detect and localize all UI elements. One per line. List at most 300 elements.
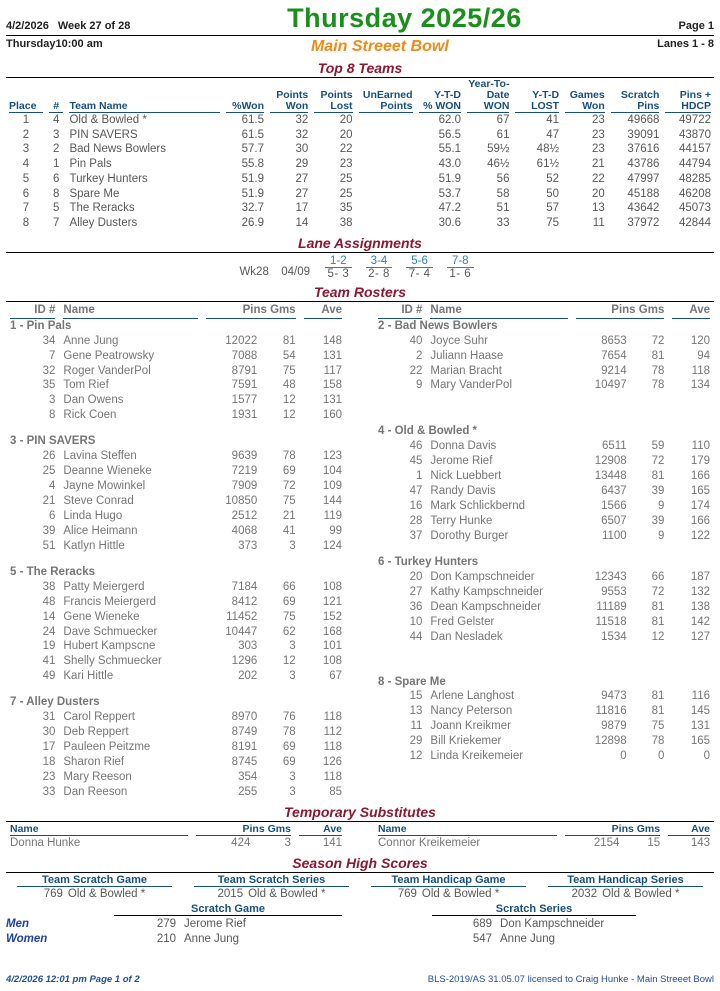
bowler-games: 78 — [282, 450, 296, 463]
list-item — [374, 454, 714, 469]
bowler-id: 8 — [48, 409, 56, 422]
bowler-pins: 354 — [238, 770, 258, 783]
cell-unearned — [356, 201, 416, 216]
bowler-games: 3 — [289, 670, 296, 683]
cell-team-name: Alley Dusters — [69, 217, 138, 230]
bowler-pins: 8653 — [601, 334, 627, 347]
list-item — [374, 630, 714, 645]
cell-games-won: 13 — [591, 202, 605, 215]
list-item — [374, 719, 714, 734]
standings-section-title: Top 8 Teams — [317, 60, 403, 76]
bowler-name: Sharon Rief — [63, 756, 125, 769]
lane-pair-lanes: 7-8 — [447, 255, 474, 268]
header-title-wrap — [130, 5, 678, 32]
sub-games: 15 — [647, 836, 661, 849]
bowler-games: 81 — [651, 705, 665, 718]
bowler-average: 165 — [690, 735, 710, 748]
bowler-pins: 10497 — [594, 379, 627, 392]
bowler-pins: 8191 — [231, 741, 258, 754]
bowler-pins: 11518 — [595, 615, 627, 628]
team-heading-label: 3 - PIN SAVERS — [10, 435, 96, 448]
bowler-id: 20 — [409, 570, 423, 583]
list-item — [374, 364, 714, 379]
bowler-id: 46 — [409, 440, 423, 453]
cell-team-name: Bad News Bowlers — [69, 143, 166, 156]
cell-ytd-pct: 51.9 — [438, 172, 461, 185]
roster-team-heading — [374, 555, 714, 570]
roster-table-left — [6, 303, 346, 800]
bowler-pins: 1100 — [601, 529, 627, 542]
bowler-games: 78 — [651, 379, 665, 392]
bowler-id: 45 — [409, 455, 423, 468]
bowler-games: 72 — [651, 334, 665, 347]
list-item — [374, 349, 714, 364]
roster-spacer — [6, 423, 346, 434]
bowler-name: Gene Wieneke — [63, 610, 140, 623]
cell-points-lost: 22 — [339, 143, 353, 156]
bowler-pins: 1577 — [231, 394, 258, 407]
bowler-id: 31 — [42, 711, 56, 724]
cell-place: 6 — [22, 187, 30, 200]
roster-spacer — [374, 415, 714, 424]
lane-pair-lanes: 1-2 — [325, 255, 352, 268]
roster-spacer — [6, 554, 346, 565]
col-points-won: Points Won — [267, 79, 311, 113]
bowler-average: 145 — [690, 705, 710, 718]
bowler-pins: 7591 — [231, 379, 258, 392]
cell-points-lost: 25 — [339, 172, 353, 185]
bowler-games: 81 — [651, 615, 665, 628]
list-item — [374, 600, 714, 615]
score: 769 — [397, 887, 417, 900]
list-item — [6, 509, 346, 524]
substitutes-table-left — [6, 823, 346, 851]
list-item — [374, 529, 714, 544]
list-item — [374, 734, 714, 749]
list-item — [6, 364, 346, 379]
bowler-average: 131 — [322, 394, 342, 407]
table-row — [6, 172, 714, 187]
list-item — [374, 484, 714, 499]
table-row — [6, 187, 714, 202]
footer-right: BLS-2019/AS 31.05.07 licensed to Craig Hunke - Main Streeet Bowl — [427, 974, 714, 985]
cell-pins-hdcp: 43870 — [679, 128, 711, 141]
cell-ytd-lost: 47 — [546, 128, 560, 141]
bowler-games: 3 — [289, 770, 296, 783]
list-item — [6, 479, 346, 494]
bowler-id: 41 — [42, 655, 56, 668]
bowler-id: 21 — [42, 495, 56, 508]
bowler-average: 118 — [323, 741, 342, 754]
list-item — [374, 439, 714, 454]
bowler-id: 17 — [42, 741, 56, 754]
team-handicap-series-label: Team Handicap Series — [548, 874, 703, 887]
scratch-series-lines — [360, 917, 714, 947]
bowler-games: 69 — [282, 595, 296, 608]
cell-points-won: 27 — [295, 187, 309, 200]
team-high-scores-row — [6, 874, 714, 900]
bowler-average: 118 — [691, 364, 710, 377]
substitutes-table-right — [374, 823, 714, 851]
list-item — [6, 349, 346, 364]
bowler-pins: 7088 — [231, 349, 258, 362]
team-handicap-game-value — [365, 887, 532, 900]
bowler-name: Kathy Kampschneider — [430, 585, 543, 598]
list-item — [6, 725, 346, 740]
header-center-wrap — [103, 38, 658, 56]
bowler-id: 27 — [409, 585, 423, 598]
list-item — [360, 932, 714, 947]
score: 689 — [472, 917, 492, 930]
cell-ytd-won: 33 — [496, 217, 510, 230]
bowler-name: Arlene Langhost — [430, 690, 515, 703]
cell-ytd-lost: 75 — [546, 217, 560, 230]
bowler-games: 12 — [651, 630, 665, 643]
bowler-id: 40 — [409, 334, 423, 347]
bowler-average: 138 — [690, 600, 710, 613]
bowler-name: Shelly Schmuecker — [63, 655, 162, 668]
bowler-games: 54 — [282, 349, 296, 362]
bowler-games: 78 — [282, 726, 296, 739]
bowler-id: 37 — [409, 529, 423, 542]
cell-points-lost: 20 — [339, 114, 353, 127]
roster-spacer — [374, 656, 714, 675]
cell-points-lost: 38 — [339, 217, 353, 230]
lane-pair — [406, 255, 433, 280]
bowler-pins: 7654 — [601, 349, 627, 362]
standings-header-row — [6, 79, 714, 113]
bowler-games: 75 — [282, 495, 296, 508]
bowler-average: 131 — [690, 720, 710, 733]
bowler-games: 81 — [282, 334, 296, 347]
bowler-pins: 6511 — [601, 440, 627, 453]
cell-points-won: 14 — [295, 217, 309, 230]
roster-table-right — [374, 303, 714, 764]
col-team-name: Team Name — [66, 79, 222, 113]
bowler-name: Donna Davis — [430, 440, 497, 453]
report-footer — [6, 974, 714, 985]
cell-unearned — [356, 142, 416, 157]
roster-spacer — [6, 684, 346, 695]
bowler-name: Fred Gelster — [430, 615, 495, 628]
cell-pins-hdcp: 45073 — [679, 202, 711, 215]
cell-pct-won: 55.8 — [241, 158, 264, 171]
bowler-average: 108 — [322, 580, 342, 593]
bowler-id: 24 — [42, 625, 56, 638]
bowler-name: Juliann Haase — [430, 349, 504, 362]
scratch-series-label: Scratch Series — [432, 903, 636, 916]
header-lanes: Lanes 1 - 8 — [657, 38, 714, 50]
list-item — [6, 393, 346, 408]
bowler-games: 81 — [651, 600, 665, 613]
roster-spacer — [374, 393, 714, 404]
roster-col-ave: Ave — [668, 303, 714, 319]
bowler-name: Alice Heimann — [63, 524, 138, 537]
individual-scratch-series-block — [360, 903, 714, 947]
bowler-pins: 11189 — [596, 600, 627, 613]
substitutes-header-row — [374, 823, 714, 836]
bowler-name: Carol Reppert — [63, 711, 135, 724]
bowler-id: 3 — [48, 394, 56, 407]
team-high-score-cell — [183, 874, 360, 900]
cell-games-won: 11 — [592, 217, 605, 230]
bowler-pins: 10447 — [225, 625, 258, 638]
cell-points-won: 17 — [295, 202, 309, 215]
list-item — [374, 749, 714, 764]
cell-ytd-won: 67 — [496, 114, 510, 127]
team-heading-label: 2 - Bad News Bowlers — [378, 319, 498, 332]
sub-name: Connor Kreikemeier — [378, 836, 481, 849]
col-scratch-pins: Scratch Pins — [608, 79, 663, 113]
cell-points-won: 29 — [295, 158, 309, 171]
cell-ytd-lost: 52 — [546, 172, 560, 185]
cell-ytd-won: 51 — [496, 202, 510, 215]
cell-pct-won: 51.9 — [241, 172, 264, 185]
team-heading-label: 7 - Alley Dusters — [10, 696, 100, 709]
cell-team-number: 5 — [53, 202, 60, 215]
bowler-pins: 9879 — [601, 720, 627, 733]
roster-team-heading — [6, 695, 346, 710]
team-heading-label: 1 - Pin Pals — [10, 319, 72, 332]
bowler-name: Dean Kampschneider — [430, 600, 541, 613]
bowler-average: 85 — [329, 785, 342, 798]
bowler-id: 19 — [42, 640, 56, 653]
cell-ytd-pct: 53.7 — [438, 187, 461, 200]
roster-col-id: ID # — [6, 303, 59, 319]
bowler-pins: 8749 — [231, 726, 258, 739]
bowler-id: 22 — [409, 364, 423, 377]
bowler-games: 75 — [651, 720, 665, 733]
col-unearned-points: UnEarned Points — [356, 79, 416, 113]
cell-ytd-pct: 43.0 — [438, 158, 461, 171]
bowler-name: Dan Nesladek — [430, 630, 503, 643]
lane-pair-lanes: 5-6 — [406, 255, 433, 268]
roster-spacer — [374, 404, 714, 415]
bowler-pins: 1566 — [601, 500, 627, 513]
bowler-average: 131 — [322, 349, 342, 362]
bowler-pins: 303 — [238, 640, 258, 653]
bowler-average: 104 — [322, 465, 342, 478]
substitutes-section-title: Temporary Substitutes — [284, 803, 436, 820]
cell-team-number: 6 — [53, 172, 60, 185]
list-item — [6, 770, 346, 785]
substitutes-left-column — [6, 823, 360, 851]
lane-pair-lanes: 3-4 — [366, 255, 393, 268]
list-item — [6, 669, 346, 684]
season-high-scores-divider — [6, 872, 714, 873]
team-scratch-series-label: Team Scratch Series — [194, 874, 349, 887]
bowler-average: 108 — [322, 655, 342, 668]
bowler-games: 69 — [282, 465, 296, 478]
bowler-pins: 6507 — [601, 515, 627, 528]
bowler-pins: 7184 — [231, 580, 258, 593]
cell-games-won: 20 — [591, 187, 605, 200]
list-item — [6, 378, 346, 393]
sub-games: 3 — [284, 836, 291, 849]
list-item — [6, 785, 346, 800]
report-subheader — [6, 38, 714, 56]
cell-ytd-pct: 47.2 — [438, 202, 461, 215]
lane-week-number: Wk28 — [239, 265, 269, 278]
cell-ytd-won: 46½ — [487, 158, 510, 171]
scratch-game-label: Scratch Game — [114, 903, 342, 916]
list-item — [6, 639, 346, 654]
list-item — [6, 539, 346, 554]
list-item — [6, 917, 360, 932]
footer-left: 4/2/2026 12:01 pm Page 1 of 2 — [6, 974, 140, 985]
bowler-games: 12 — [282, 655, 296, 668]
list-item — [374, 514, 714, 529]
header-week: Week 27 of 28 — [57, 20, 131, 32]
bowler-games: 9 — [657, 500, 665, 513]
cell-ytd-won: 58 — [496, 187, 510, 200]
cell-place: 4 — [22, 158, 30, 171]
roster-header-row — [6, 303, 346, 319]
cell-points-won: 32 — [295, 128, 309, 141]
standings-table — [6, 79, 714, 231]
rosters-section-title: Team Rosters — [313, 283, 407, 300]
list-item — [374, 499, 714, 514]
col-pct-won: %Won — [223, 79, 267, 113]
bowler-average: 121 — [322, 595, 342, 608]
list-item — [6, 464, 346, 479]
bowler-games: 39 — [651, 515, 665, 528]
bowler-id: 33 — [42, 785, 56, 798]
list-item — [374, 689, 714, 704]
cell-pins-hdcp: 44794 — [679, 158, 711, 171]
cell-ytd-won: 56 — [496, 172, 510, 185]
bowler-name: Anne Jung — [500, 932, 555, 945]
bowler-average: 144 — [322, 495, 342, 508]
bowler-average: 127 — [690, 630, 710, 643]
cell-pins-hdcp: 49722 — [679, 114, 711, 127]
bowler-average: 94 — [697, 349, 710, 362]
bowler-name: Joann Kreikmer — [430, 720, 511, 733]
bowler-average: 117 — [323, 364, 342, 377]
bowler-pins: 13448 — [594, 470, 627, 483]
bowler-id: 25 — [42, 465, 56, 478]
cell-scratch-pins: 43786 — [627, 158, 660, 171]
subs-col-name: Name — [374, 823, 561, 836]
bowler-games: 3 — [289, 640, 296, 653]
bowler-id: 2 — [416, 349, 423, 362]
bowler-average: 99 — [329, 524, 342, 537]
table-row — [6, 157, 714, 172]
list-item — [6, 595, 346, 610]
cell-scratch-pins: 49668 — [627, 114, 660, 127]
bowler-games: 48 — [282, 379, 296, 392]
cell-team-name: Pin Pals — [69, 158, 112, 171]
bowler-games: 72 — [651, 585, 665, 598]
lane-assignments-row — [6, 255, 714, 280]
team-handicap-game-label: Team Handicap Game — [371, 874, 526, 887]
team-scratch-game-value — [11, 887, 178, 900]
bowler-pins: 11452 — [226, 610, 258, 623]
bowler-id: 6 — [48, 509, 56, 522]
bowler-pins: 7219 — [231, 465, 258, 478]
bowler-games: 78 — [651, 364, 665, 377]
bowler-id: 32 — [42, 364, 56, 377]
bowler-name: Pauleen Peitzme — [63, 741, 151, 754]
roster-team-heading — [374, 675, 714, 690]
score: 210 — [156, 932, 176, 945]
bowler-average: 166 — [690, 515, 710, 528]
cell-team-number: 2 — [53, 143, 60, 156]
list-item — [6, 625, 346, 640]
bowler-id: 18 — [42, 756, 56, 769]
cell-team-number: 7 — [53, 217, 60, 230]
bowler-pins: 12908 — [594, 455, 627, 468]
team-high-score-cell — [360, 874, 537, 900]
bowler-pins: 4068 — [231, 524, 258, 537]
bowler-name: Deanne Wieneke — [63, 465, 152, 478]
roster-col-pins-gms: Pins Gms — [202, 303, 300, 319]
cell-pct-won: 61.5 — [241, 128, 264, 141]
score: 2032 — [571, 887, 598, 900]
bowler-average: 118 — [323, 770, 342, 783]
gender-spacer — [360, 917, 440, 932]
individual-high-scores-row — [6, 903, 714, 947]
list-item — [6, 710, 346, 725]
score: 769 — [43, 887, 63, 900]
cell-unearned — [356, 187, 416, 202]
cell-games-won: 21 — [591, 158, 605, 171]
bowler-id: 39 — [42, 524, 56, 537]
col-ytd-won: Year-To-Date WON — [468, 78, 510, 113]
list-item — [6, 449, 346, 464]
bowler-name: Steve Conrad — [63, 495, 134, 508]
roster-team-heading — [6, 319, 346, 334]
bowler-games: 9 — [657, 529, 665, 542]
list-item — [6, 836, 346, 851]
bowler-name: Linda Kreikemeier — [430, 750, 524, 763]
cell-team-number: 3 — [53, 128, 60, 141]
lane-pair-matchup: 2- 8 — [368, 267, 390, 280]
bowler-games: 69 — [282, 756, 296, 769]
bowler-pins: 8745 — [231, 756, 258, 769]
list-item — [6, 740, 346, 755]
bowler-games: 39 — [651, 485, 665, 498]
cell-place: 7 — [22, 202, 30, 215]
header-date-week — [6, 20, 130, 32]
header-time: 10:00 am — [55, 38, 103, 50]
lane-pair-matchup: 1- 6 — [449, 267, 472, 280]
roster-col-pins-gms: Pins Gms — [572, 303, 668, 319]
season-high-scores-section-title: Season High Scores — [292, 854, 428, 871]
bowler-games: 81 — [651, 349, 665, 362]
cell-pins-hdcp: 46208 — [679, 187, 711, 200]
bowler-pins: 8791 — [231, 364, 258, 377]
roster-team-heading — [374, 424, 714, 439]
bowler-games: 62 — [282, 625, 296, 638]
list-item — [6, 610, 346, 625]
bowler-games: 12 — [282, 409, 296, 422]
bowler-pins: 8970 — [231, 711, 258, 724]
cell-ytd-pct: 56.5 — [438, 128, 461, 141]
page-title: Thursday 2025/26 — [287, 3, 522, 33]
bowler-pins: 2512 — [231, 509, 258, 522]
cell-ytd-lost: 50 — [546, 187, 560, 200]
cell-ytd-pct: 55.1 — [438, 143, 461, 156]
bowler-games: 66 — [651, 570, 665, 583]
team: Old & Bowled * — [248, 887, 326, 900]
cell-scratch-pins: 47997 — [627, 172, 660, 185]
subs-col-pins-gms: Pins Gms — [561, 823, 664, 836]
table-row — [6, 113, 714, 128]
bowler-name: Jayne Mowinkel — [63, 480, 146, 493]
bowler-pins: 12343 — [594, 570, 627, 583]
cell-place: 5 — [22, 172, 30, 185]
